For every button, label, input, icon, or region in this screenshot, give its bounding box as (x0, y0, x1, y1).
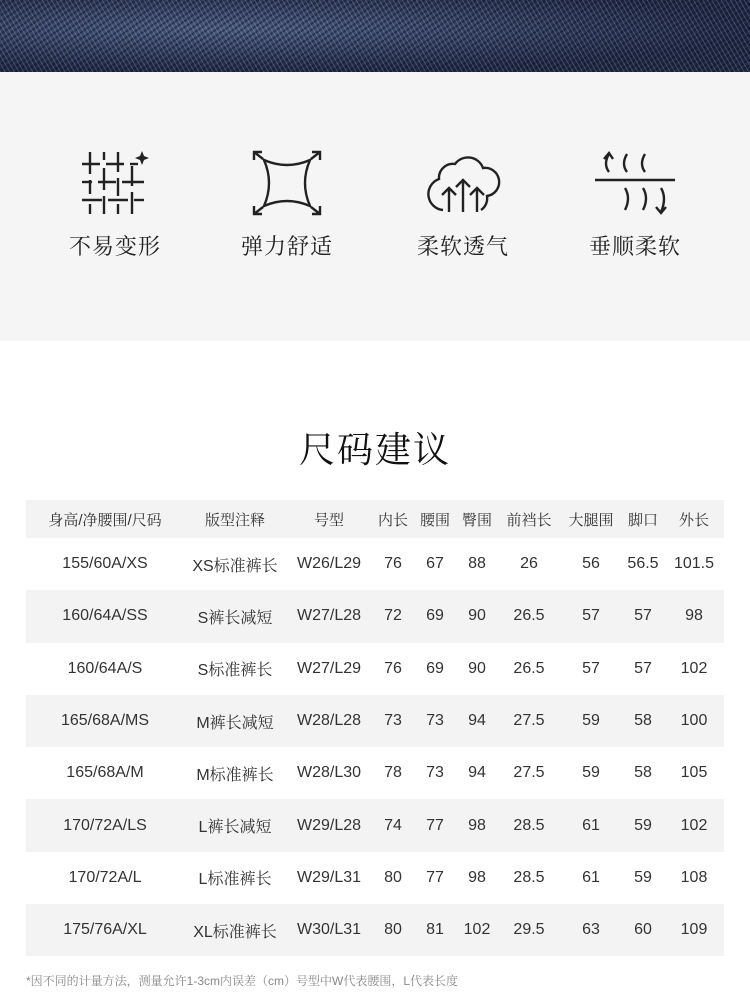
feature-elastic-comfort (212, 150, 362, 261)
table-cell: 170/72A/L (68, 868, 142, 886)
table-row (26, 538, 724, 590)
table-cell: 160/64A/S (67, 659, 143, 677)
column-header: 前裆长 (498, 500, 560, 538)
table-row (26, 904, 724, 956)
table-cell: 26 (520, 555, 538, 573)
table-cell: 73 (426, 764, 444, 782)
table-row (26, 643, 724, 695)
table-cell: 77 (414, 799, 456, 851)
table-cell: 56 (582, 555, 600, 573)
table-cell: S裤长减短 (184, 590, 286, 642)
table-cell: 60 (622, 904, 664, 956)
table-cell: 175/76A/XL (26, 904, 184, 956)
table-row (26, 747, 724, 799)
table-cell: XL标准裤长 (184, 904, 286, 956)
table-cell: 26.5 (498, 590, 560, 642)
table-cell: W27/L29 (296, 659, 362, 677)
stretch-square-icon (252, 150, 322, 216)
table-cell: 102 (680, 659, 708, 677)
size-guide-title: 尺码建议 (298, 429, 451, 470)
table-cell: 59 (622, 799, 664, 851)
table-cell: 78 (384, 764, 402, 782)
table-cell: 61 (582, 868, 600, 886)
table-cell: 57 (622, 590, 664, 642)
column-header: 脚口 (622, 500, 664, 538)
table-cell: 160/64A/SS (26, 590, 184, 642)
table-cell: 76 (384, 555, 402, 573)
feature-strip (0, 72, 750, 341)
table-header-row (26, 500, 724, 538)
column-header: 号型 (286, 500, 372, 538)
table-cell: 28.5 (513, 868, 545, 886)
woven-grid-icon (80, 150, 150, 216)
table-cell: 69 (414, 590, 456, 642)
table-cell: 165/68A/M (66, 764, 144, 782)
table-cell: 73 (414, 695, 456, 747)
table-cell: 74 (372, 799, 414, 851)
table-cell: 58 (634, 764, 652, 782)
table-cell: M裤长减短 (184, 695, 286, 747)
table-cell: 57 (582, 659, 600, 677)
feature-label: 不易变形 (68, 234, 161, 259)
measurement-note: *因不同的计量方法，测量允许1-3cm内误差（cm）号型中W代表腰围，L代表长度 (26, 974, 459, 988)
table-cell: W30/L31 (286, 904, 372, 956)
table-cell: 26.5 (513, 659, 545, 677)
column-header: 内长 (372, 500, 414, 538)
table-cell: 102 (664, 799, 724, 851)
table-cell: 98 (456, 799, 498, 851)
feature-breathable (388, 150, 538, 261)
table-row (26, 852, 724, 904)
table-cell: 98 (468, 868, 486, 886)
drape-lines-icon (595, 150, 675, 216)
table-cell: W28/L30 (296, 764, 362, 782)
size-table (26, 500, 724, 956)
table-cell: 27.5 (498, 695, 560, 747)
denim-fabric-banner (0, 0, 750, 72)
table-cell: 27.5 (513, 764, 545, 782)
table-cell: L裤长减短 (184, 799, 286, 851)
table-cell: 59 (560, 695, 622, 747)
feature-label: 垂顺柔软 (588, 234, 681, 259)
table-cell: 90 (468, 659, 486, 677)
table-cell: 58 (622, 695, 664, 747)
table-cell: M标准裤长 (196, 766, 274, 784)
table-cell: 72 (372, 590, 414, 642)
table-cell: 109 (664, 904, 724, 956)
table-cell: 57 (560, 590, 622, 642)
table-cell: 59 (634, 868, 652, 886)
table-cell: 80 (384, 868, 402, 886)
feature-no-deform (40, 150, 190, 261)
table-cell: 28.5 (498, 799, 560, 851)
table-cell: XS标准裤长 (192, 557, 278, 575)
table-cell: W28/L28 (286, 695, 372, 747)
breathable-cloud-icon (425, 150, 501, 216)
column-header: 身高/净腰围/尺码 (26, 500, 184, 538)
feature-label: 柔软透气 (416, 234, 509, 259)
table-cell: 108 (680, 868, 708, 886)
feature-label: 弹力舒适 (240, 234, 333, 259)
table-cell: 94 (456, 695, 498, 747)
table-cell: W26/L29 (296, 555, 362, 573)
table-cell: 81 (414, 904, 456, 956)
table-cell: W29/L28 (286, 799, 372, 851)
table-cell: 63 (560, 904, 622, 956)
table-row (26, 695, 724, 747)
table-cell: 61 (560, 799, 622, 851)
table-cell: 67 (426, 555, 444, 573)
table-row (26, 590, 724, 642)
table-cell: 94 (468, 764, 486, 782)
table-cell: L标准裤长 (198, 871, 272, 889)
table-cell: 105 (680, 764, 708, 782)
table-cell: W29/L31 (296, 868, 362, 886)
table-cell: 102 (456, 904, 498, 956)
table-cell: 56.5 (627, 555, 659, 573)
feature-drape-soft (560, 150, 710, 261)
table-cell: 98 (664, 590, 724, 642)
table-cell: 59 (582, 764, 600, 782)
table-cell: 90 (456, 590, 498, 642)
table-cell: 88 (468, 555, 486, 573)
table-cell: 73 (372, 695, 414, 747)
table-cell: 80 (372, 904, 414, 956)
table-row (26, 799, 724, 851)
table-cell: 101.5 (673, 555, 715, 573)
table-cell: 170/72A/LS (26, 799, 184, 851)
table-cell: 29.5 (498, 904, 560, 956)
table-cell: 155/60A/XS (62, 555, 148, 573)
table-cell: 69 (426, 659, 444, 677)
column-header: 腰围 (414, 500, 456, 538)
column-header: 外长 (664, 500, 724, 538)
table-cell: 165/68A/MS (26, 695, 184, 747)
table-cell: 57 (634, 659, 652, 677)
table-cell: 100 (664, 695, 724, 747)
table-cell: 76 (384, 659, 402, 677)
column-header: 大腿围 (560, 500, 622, 538)
column-header: 版型注释 (184, 500, 286, 538)
table-cell: W27/L28 (286, 590, 372, 642)
table-cell: 77 (426, 868, 444, 886)
column-header: 臀围 (456, 500, 498, 538)
table-cell: S标准裤长 (197, 662, 273, 680)
